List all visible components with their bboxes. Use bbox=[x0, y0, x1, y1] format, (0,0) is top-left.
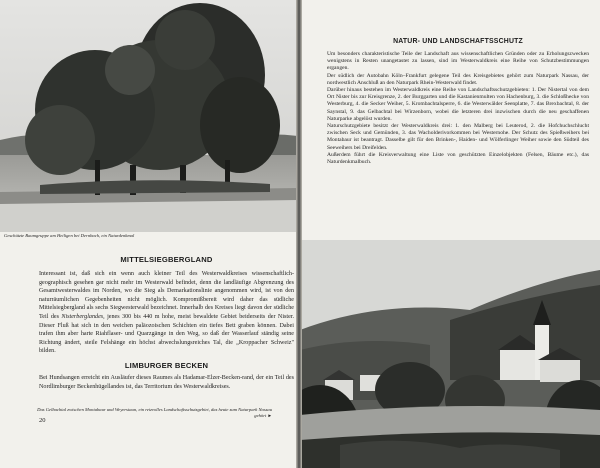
left-text-column bbox=[39, 255, 294, 391]
section-text-mittelsiegbergland bbox=[39, 270, 294, 356]
naturschutz-paragraph-4: Naturschutzgebiete besitzt der Westerwaldkreis drei: 1. den Malberg bei Leuterod, 2. die Hofchuchschlucht zwischen Seck und Gemünden, 3. das Wacholderivorkommen bei Westernohe. Der Schutz des Spießweihers bei Montabaur ist beantragt. Dasselbe gilt für den Brinken-, Haiden- und Wölferlinger Weiher sowie den Südteil des Seeweihers bei Dreifelden. bbox=[327, 123, 589, 151]
naturschutz-paragraph-3: Darüber hinaus bestehen im Westerwaldkreis eine Reihe von Landschaftsschutzgebieten: 1. Der Nistertal von dem Ort Nister bis zur Kreisgrenze, 2. der Burggarten und die Kastanienmulten von Hachenburg, 3. die Schloßhecke von Westerburg, 4. die Secker Weiher, 5. Krombachtalsperre, 6. die Westerwälder Seenplatte, 7. das Brexbachtal, 8. der Saynstal, 9. das Gelbachtal bei Wirzenborn, wobei die letzteren drei inzwischen durch die neu geschaffenen Naturparke abgelöst wurden. bbox=[327, 87, 589, 122]
tree-group-photo-drawing bbox=[0, 0, 298, 232]
book-gutter bbox=[296, 0, 302, 468]
arrow-right-icon: ► bbox=[267, 413, 272, 418]
gelbachtal-photo bbox=[300, 240, 600, 468]
left-page bbox=[0, 0, 298, 468]
section-heading-mittelsiegbergland: MITTELSIEGBERGLAND bbox=[120, 255, 213, 264]
right-text-column bbox=[327, 38, 589, 166]
section-text-limburger-becken: Bei Hundsangen erreicht ein Ausläufer dieses Raumes als Hadamar-Elzer-Becken-rand, der ein Teil des Nordlimburger Beckenhügellandes ist, das Territorium des Westerwaldkreises. bbox=[39, 374, 294, 390]
gelbachtal-photo-drawing bbox=[300, 240, 600, 468]
section-text-part-b: , jenes 300 bis 440 m hohe, meist bewaldete Gebiet beiderseits der Nister. Dieser Fluß hat sich in den weichen paläozoischen Schichten ein tiefes Bett graben können. Dabei trafen ihm aber harte Riahflaser- und Quarzgänge in den Weg, so daß der Wasserlauf ständig seine Richtung ändert, steile Felshänge ein höchst abwechslungsreiches Tal, die „Kroppacher Schweiz" bilden. bbox=[39, 313, 295, 355]
page-number: 20 bbox=[39, 417, 46, 424]
gelbachtal-caption-text: Das Gelbachtal zwischen Montabaur und Weyerstaun, ein reizvolles Landschaftsschutzgebiet, das heute zum Naturpark Nassau gehört bbox=[37, 407, 272, 418]
tree-group-photo bbox=[0, 0, 298, 232]
naturschutz-paragraph-5: Außerdem führt die Kreisverwaltung eine Liste von geschützten Einzelobjekten (Felsen, Bäume etc.), das Naturdenkmalbuch. bbox=[327, 151, 589, 166]
gelbachtal-caption bbox=[36, 407, 272, 419]
section-text-part-a: Interessant ist, daß sich ein wenn auch kleiner Teil des Westerwaldkreises wissenschaftlich-geographisch gesehen gar nicht mehr im Westerwald befindet, denn die landläufige Abgrenzung des Gesamtwesterwaldes im Norden, wo die Sieg als Demarkationslinie angenommen wird, ist von den naturräumlichen Gegebenheiten nicht möglich. Kompromißbereit wird daher das südliche Mittelsiegbergland als sechs Siegwesterwald bezeichnet. Innerhalb des Kreises liegt davon der südliche Teil des bbox=[39, 271, 294, 320]
naturschutz-paragraph-2: Der südlich der Autobahn Köln–Frankfurt gelegene Teil des Kreisgebietes gehört zum Naturpark Nassau, der nordwestlich Anschluß an den Naturpark Rhein-Westerwald findet. bbox=[327, 72, 589, 86]
nisterbergland-term: Nisterberglandes bbox=[61, 313, 104, 320]
tree-photo-caption: Geschützte Baumgruppe am Heiligen bei Dernbach, ein Naturdenkmal bbox=[4, 233, 135, 238]
naturschutz-paragraph-1: Um besonders charakteristische Teile der Landschaft aus wissenschaftlichen Gründen oder zu Erholungszwecken wenigstens in Resten unangetastet zu lassen, sind im Westerwaldkreis eine Reihe von Schutzbestimmungen ergangen. bbox=[327, 51, 589, 72]
section-heading-naturschutz: NATUR- UND LANDSCHAFTSSCHUTZ bbox=[393, 38, 523, 45]
section-heading-limburger-becken: LIMBURGER BECKEN bbox=[124, 360, 209, 370]
